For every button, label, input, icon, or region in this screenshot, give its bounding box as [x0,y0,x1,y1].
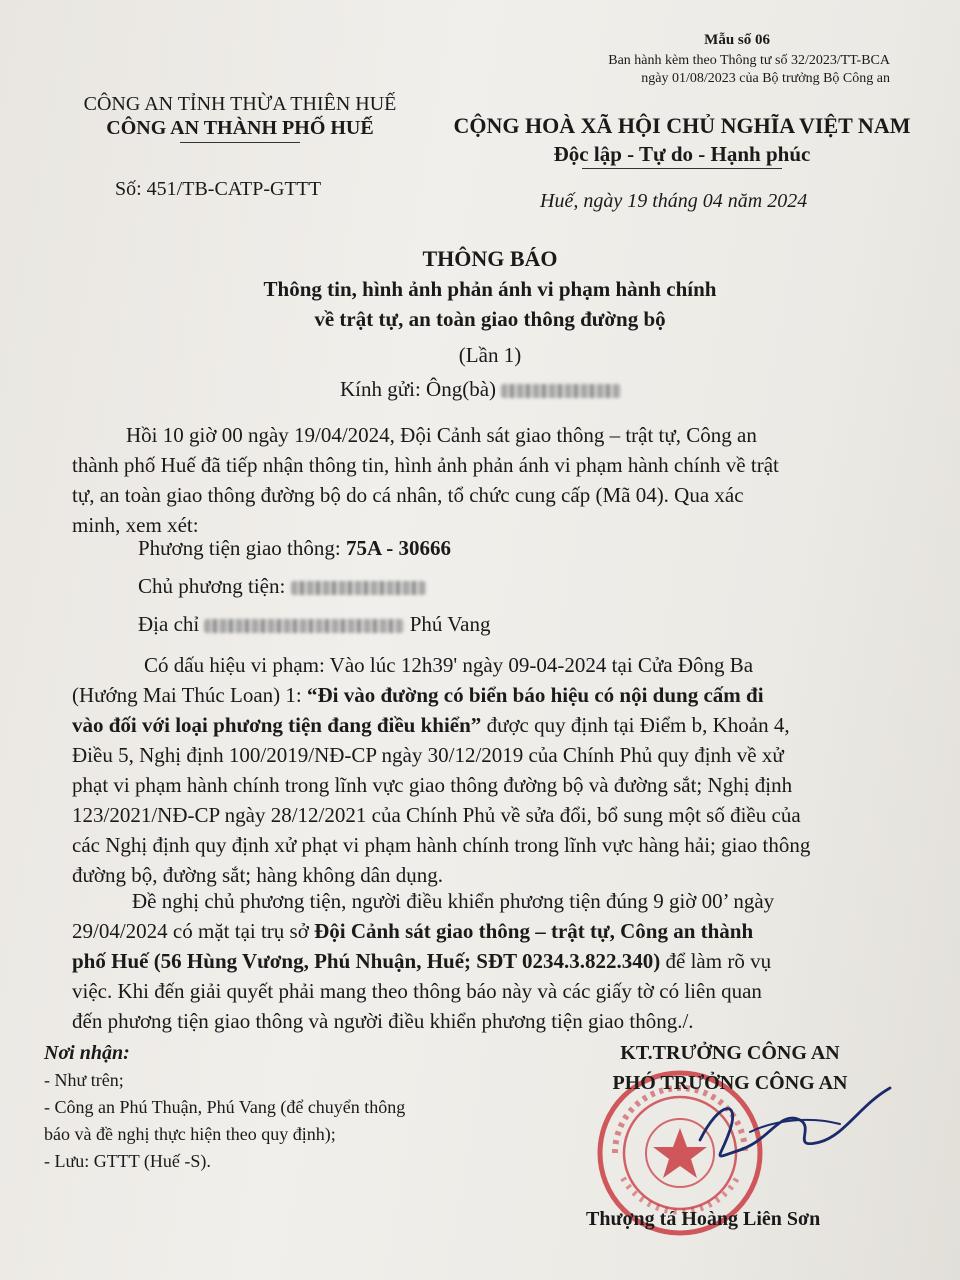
parent-agency: CÔNG AN TỈNH THỪA THIÊN HUẾ [83,93,397,115]
notice-title-block [90,244,890,370]
paragraph-summons: Đề nghị chủ phương tiện, người điều khiển phương tiện đúng 9 giờ 00’ ngày 29/04/2024 có mặt tại trụ sở Đội Cảnh sát giao thông – trật tự, Công an thành phố Huế (56 Hùng Vương, Phú Nhuận, Huế; SĐT 0234.3.822.340) để làm rõ vụ việc. Khi đến giải quyết phải mang theo thông báo này và các giấy tờ có liên quan đến phương tiện giao thông và người điều khiển phương tiện giao thông./. [72,889,775,1033]
motto-underline [582,168,782,169]
nation-name: CỘNG HOÀ XÃ HỘI CHỦ NGHĨA VIỆT NAM [453,113,911,138]
owner-field: Chủ phương tiện: [138,574,426,599]
signer-name: Thượng tá Hoàng Liên Sơn [586,1208,821,1230]
notice-title: THÔNG BÁO [422,246,558,271]
notice-subtitle-2: về trật tự, an toàn giao thông đường bộ [314,307,666,331]
form-number: Mẫu số 06 [704,32,770,48]
recipient-item: - Công an Phú Thuận, Phú Vang (để chuyển thông [44,1097,406,1117]
paragraph-receipt: Hồi 10 giờ 00 ngày 19/04/2024, Đội Cảnh sát giao thông – trật tự, Công an thành phố Huế đã tiếp nhận thông tin, hình ảnh phản ánh vi phạm hành chính về trật tự, an toàn giao thông đường bộ do cá nhân, tổ chức cung cấp (Mã 04). Qua xác minh, xem xét: [72,423,779,537]
document-number: Số: 451/TB-CATP-GTTT [115,178,322,200]
notice-subtitle-1: Thông tin, hình ảnh phản ánh vi phạm hành chính [263,277,717,301]
redacted-address [204,619,404,633]
agency-underline [180,142,300,143]
recipient-item: - Lưu: GTTT (Huế -S). [44,1151,211,1171]
notice-round: (Lần 1) [458,343,522,367]
paragraph-violation: Có dấu hiệu vi phạm: Vào lúc 12h39' ngày 09-04-2024 tại Cửa Đông Ba (Hướng Mai Thúc Loan) 1: “Đi vào đường có biển báo hiệu có nội dung cấm đi vào đối với loại phương tiện đang điều khiển” được quy định tại Điểm b, Khoản 4, Điều 5, Nghị định 100/2019/NĐ-CP ngày 30/12/2019 của Chính Phủ quy định về xử phạt vi phạm hành chính trong lĩnh vực giao thông đường bộ và đường sắt; Nghị định 123/2021/NĐ-CP ngày 28/12/2021 của Chính Phủ về sửa đổi, bổ sung một số điều của các Nghị định quy định xử phạt vi phạm hành chính trong lĩnh vực hàng hải; giao thông đường bộ, đường sắt; hàng không dân dụng. [72,653,811,887]
handwritten-signature [680,1080,900,1170]
recipient-item: báo và đề nghị thực hiện theo quy định); [44,1124,336,1144]
recipients-block [44,1040,405,1175]
address-field: Địa chỉ Phú Vang [138,612,491,636]
dateline: Huế, ngày 19 tháng 04 năm 2024 [540,190,808,212]
signer-title: KT.TRƯỞNG CÔNG AN PHÓ TRƯỞNG CÔNG AN [612,1042,848,1094]
national-header [442,112,922,169]
agency-name: CÔNG AN THÀNH PHỐ HUẾ [106,117,374,139]
issuing-agency [40,92,440,143]
nation-motto: Độc lập - Tự do - Hạnh phúc [553,142,811,166]
license-plate: 75A - 30666 [345,536,451,560]
vehicle-field: Phương tiện giao thông: 75A - 30666 [138,536,451,560]
recipients-heading: Nơi nhận: [44,1042,130,1064]
redacted-name [501,384,621,398]
recipient-item: - Như trên; [44,1070,124,1090]
form-legal-note: Ban hành kèm theo Thông tư số 32/2023/TT-BCA ngày 01/08/2023 của Bộ trưởng Bộ Công an [608,53,890,86]
addressee: Kính gửi: Ông(bà) [340,377,621,402]
redacted-owner [291,581,426,595]
